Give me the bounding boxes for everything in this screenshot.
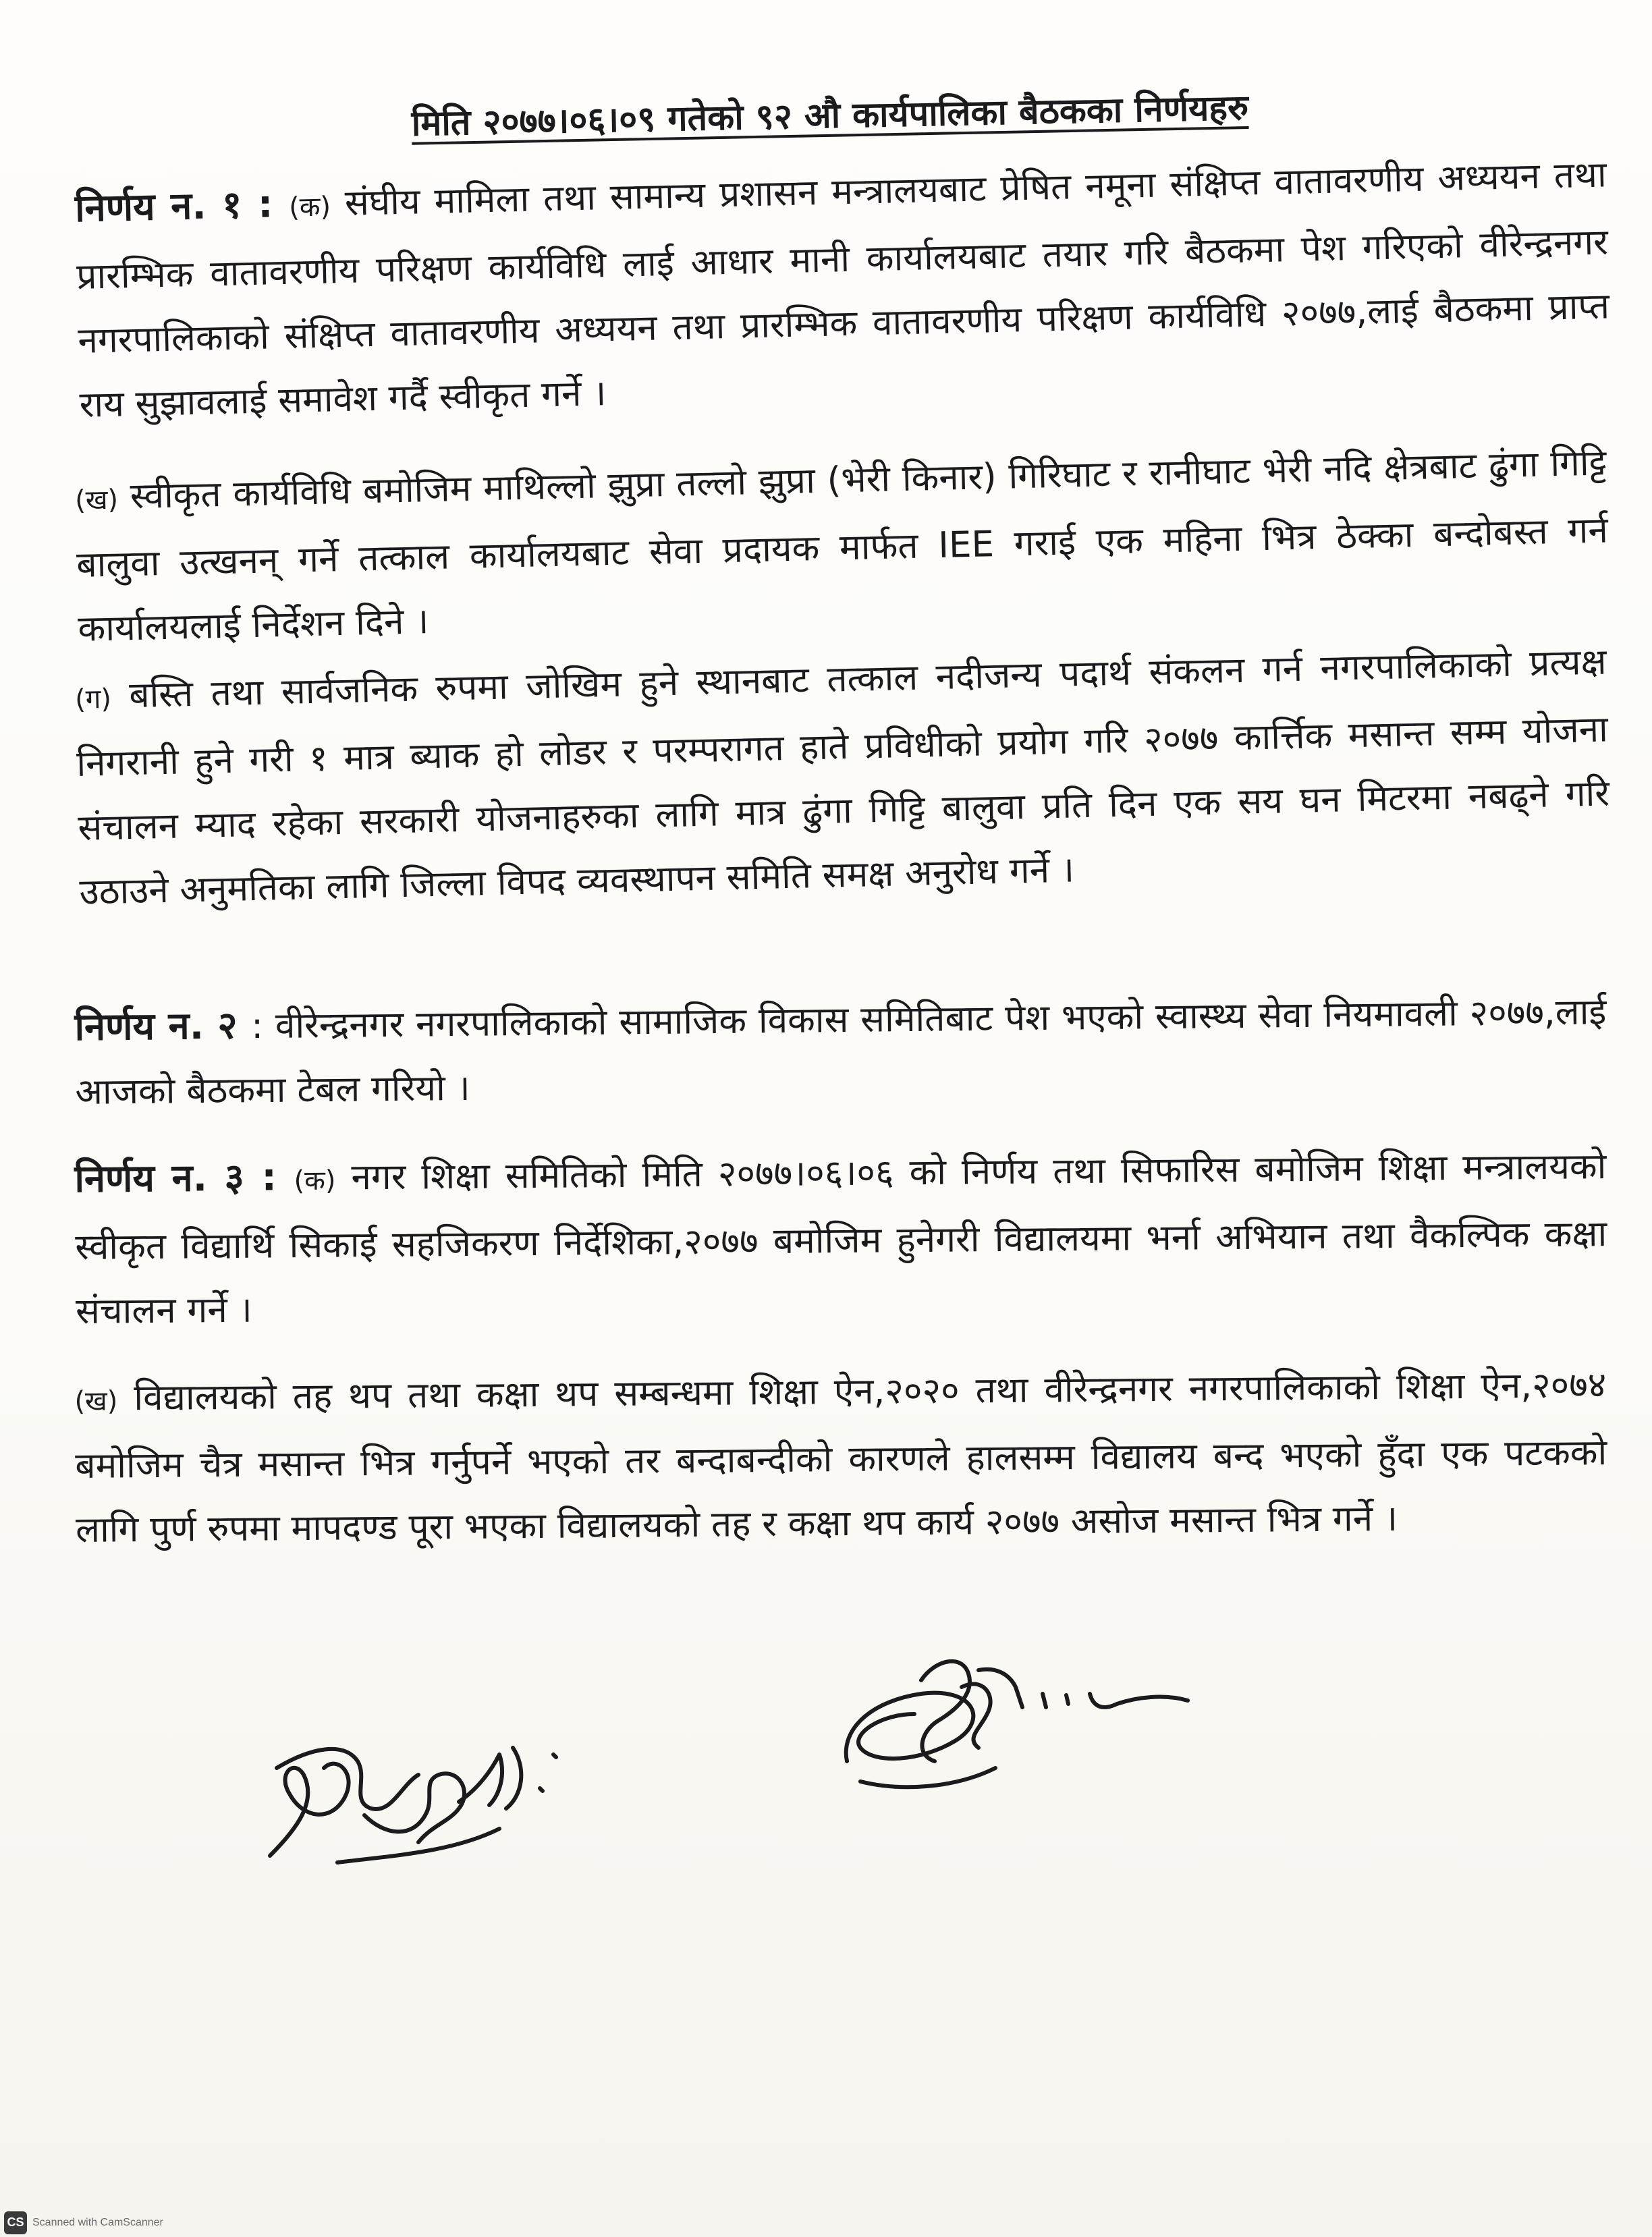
- camscanner-logo-icon: CS: [4, 2211, 27, 2234]
- decision-text: विद्यालयको तह थप तथा कक्षा थप सम्बन्धमा शिक्षा ऐन,२०२० तथा वीरेन्द्रनगर नगरपालिकाको शिक्षा ऐन,२०७४ बमोजिम चैत्र मसान्त भित्र गर्नुपर्ने भएको तर बन्दाबन्दीको कारणले हालसम्म विद्यालय बन्द भएको हुँदा एक पटकको लागि पुर्ण रुपमा मापदण्ड पूरा भएका विद्यालयको तह र कक्षा थप कार्य २०७७ असोज मसान्त भित्र गर्ने ।: [75, 1364, 1607, 1551]
- decision-text: नगर शिक्षा समितिको मिति २०७७।०६।०६ को निर्णय तथा सिफारिस बमोजिम शिक्षा मन्त्रालयको स्वीकृत विद्यार्थि सिकाई सहजिकरण निर्देशिका,२०७७ बमोजिम हुनेगरी विद्यालयमा भर्ना अभियान तथा वैकल्पिक कक्षा संचालन गर्ने ।: [75, 1146, 1607, 1332]
- clause-marker: (ख): [74, 1385, 118, 1417]
- decision-1-clause-kha: [74, 431, 1610, 661]
- clause-marker: (क): [288, 191, 331, 223]
- clause-marker: (क): [294, 1165, 336, 1197]
- decision-3-clause-kha: [74, 1353, 1607, 1562]
- scanner-caption: Scanned with CamScanner: [32, 2216, 163, 2228]
- decision-1-clause-ka: [74, 142, 1612, 437]
- decision-1-clause-ga: [74, 630, 1612, 924]
- camscanner-watermark: [0, 2208, 220, 2237]
- signature-right: [820, 1647, 1198, 1808]
- signature-left: [256, 1728, 580, 1876]
- decision-2: [74, 979, 1607, 1124]
- document-title: मिति २०७७।०६।०९ गतेको ९२ औ कार्यपालिका बैठकका निर्णयहरु: [411, 87, 1249, 144]
- decision-text: संघीय मामिला तथा सामान्य प्रशासन मन्त्रालयबाट प्रेषित नमूना संक्षिप्त वातावरणीय अध्ययन तथा प्रारम्भिक वातावरणीय परिक्षण कार्यविधि लाई आधार मानी कार्यालयबाट तयार गरि बैठकमा पेश गरिएको वीरेन्द्रनगर नगरपालिकाको संक्षिप्त वातावरणीय अध्ययन तथा प्रारम्भिक वातावरणीय परिक्षण कार्यविधि २०७७,लाई बैठकमा प्राप्त राय सुझावलाई समावेश गर्दै स्वीकृत गर्ने ।: [76, 154, 1610, 426]
- decision-number: निर्णय न. २: [74, 1003, 252, 1049]
- clause-marker: (ग): [74, 683, 112, 715]
- decision-3-clause-ka: [74, 1134, 1607, 1344]
- clause-marker: (ख): [74, 484, 119, 516]
- decision-text: स्वीकृत कार्यविधि बमोजिम माथिल्लो झुप्रा तल्लो झुप्रा (भेरी किनार) गिरिघाट र रानीघाट भेरी नदि क्षेत्रबाट ढुंगा गिट्टि बालुवा उत्खनन् गर्ने तत्काल कार्यालयबाट सेवा प्रदायक मार्फत IEE गराई एक महिना भित्र ठेक्का बन्दोबस्त गर्न कार्यालयलाई निर्देशन दिने ।: [76, 442, 1609, 650]
- decision-number: निर्णय न. ३ :: [74, 1155, 294, 1201]
- decision-text: बस्ति तथा सार्वजनिक रुपमा जोखिम हुने स्थानबाट तत्काल नदीजन्य पदार्थ संकलन गर्न नगरपालिकाको प्रत्यक्ष निगरानी हुने गरी १ मात्र ब्याक हो लोडर र परम्परागत हाते प्रविधीको प्रयोग गरि २०७७ कार्त्तिक मसान्त सम्म योजना संचालन म्याद रहेका सरकारी योजनाहरुका लागि मात्र ढुंगा गिट्टि बालुवा प्रति दिन एक सय घन मिटरमा नबढ्ने गरि उठाउने अनुमतिका लागि जिल्ला विपद व्यवस्थापन समिति समक्ष अनुरोध गर्ने ।: [76, 641, 1610, 913]
- decision-text: : वीरेन्द्रनगर नगरपालिकाको सामाजिक विकास समितिबाट पेश भएको स्वास्थ्य सेवा नियमावली २०७७,लाई आजको बैठकमा टेबल गरियो ।: [75, 991, 1607, 1113]
- decision-number: निर्णय न. १ :: [74, 182, 290, 231]
